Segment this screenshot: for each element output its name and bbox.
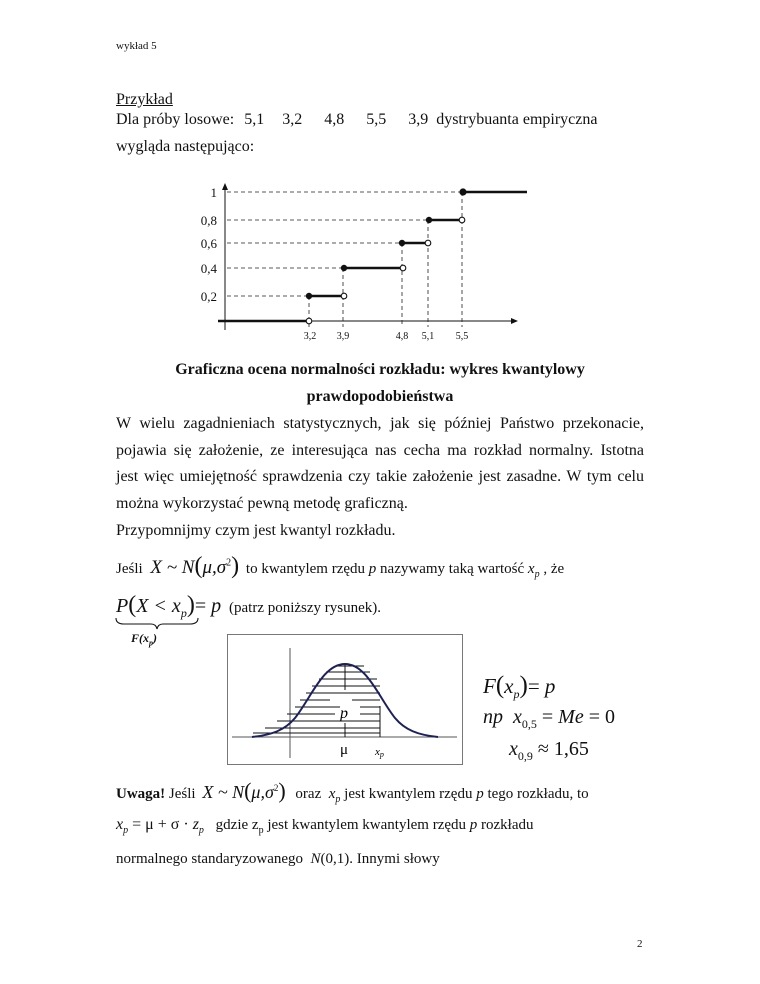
svg-text:0,6: 0,6 [200, 236, 217, 251]
paragraph-line: można wykorzystać pewną metodę graficzną. [116, 495, 408, 512]
side-formula-3: $x_{0,9} \approx 1,65$ [509, 738, 589, 763]
svg-text:4,8: 4,8 [395, 331, 409, 342]
xp-label: xp [375, 746, 384, 759]
example-line-2: wygląda następująco: [116, 138, 255, 155]
empirical-cdf-chart [0, 0, 760, 360]
cdf-steps [218, 192, 527, 321]
open-points [306, 217, 465, 324]
area-label: p [340, 705, 348, 722]
svg-text:3,2: 3,2 [303, 331, 317, 342]
recall-line: Przypomnijmy czym jest kwantyl rozkładu. [116, 522, 396, 539]
note-line-3: normalnego standaryzowanego N(0,1). Innymi słowy [116, 851, 440, 867]
normal-curve-figure [227, 634, 463, 765]
dashed-guides [227, 192, 462, 327]
mu-label: μ [340, 742, 349, 758]
note-rest: oraz $x_p$ jest kwantylem rzędu p tego rozkładu, to [295, 786, 589, 805]
definition-text: to kwantylem rzędu p nazywamy taką wartość $x_p$ , że [245, 561, 565, 580]
sample-value: 3,2 [282, 111, 303, 128]
note-if: Jeśli [168, 786, 196, 802]
definition-line [116, 553, 564, 580]
paragraph-line: W wielu zagadnieniach statystycznych, jak się później Państwo przekonacie, [116, 415, 644, 432]
side-formula-1: $F(x_p)= p$ [483, 672, 556, 702]
svg-text:0,2: 0,2 [200, 289, 217, 304]
underbrace-icon [114, 617, 200, 631]
svg-text:5,5: 5,5 [455, 331, 469, 342]
section-title-line-2: prawdopodobieństwa [306, 388, 454, 405]
svg-text:3,9: 3,9 [336, 331, 350, 342]
sample-prefix: Dla próby losowe: [116, 111, 235, 128]
probability-note: (patrz poniższy rysunek). [229, 600, 382, 616]
sample-suffix: dystrybuanta empiryczna [436, 111, 598, 128]
note-rest-2: gdzie $z_p$ jest kwantylem kwantylem rzędu p rozkładu [215, 817, 534, 836]
section-title-line-1: Graficzna ocena normalności rozkładu: wykres kwantylowy [175, 361, 585, 378]
closed-points [306, 188, 467, 299]
note-formula-2: $x_p = \mu + \sigma \cdot z_p$ [116, 816, 204, 837]
if-word: Jeśli [116, 561, 143, 577]
normal-formula: X ~ $N(\mu,\sigma^2)$ [150, 553, 240, 579]
svg-text:5,1: 5,1 [421, 331, 435, 342]
svg-text:0,4: 0,4 [200, 261, 217, 276]
sample-value: 5,1 [244, 111, 265, 128]
sample-value: 3,9 [408, 111, 429, 128]
y-tick-labels [201, 185, 218, 304]
paragraph-line: pojawia się założenie, ze interesująca nas cecha ma rozkład normalny. Istotna [116, 442, 644, 459]
note-line-1 [116, 778, 589, 805]
page-number: 2 [637, 938, 643, 950]
note-line-2 [116, 816, 534, 836]
running-header: wykład 5 [116, 40, 157, 52]
svg-text:1: 1 [210, 185, 217, 200]
x-tick-labels [304, 331, 469, 342]
sample-value: 4,8 [324, 111, 345, 128]
example-heading: Przykład [116, 91, 173, 108]
side-formula-2: np $x_{0,5} = Me = 0$ [483, 706, 615, 731]
paragraph-line: jest więc umiejętność sprawdzenia czy takie założenie jest zasadne. W tym celu [116, 468, 644, 485]
note-formula: X ~ $N(\mu,\sigma^2)$ [202, 778, 286, 803]
brace-label: $F(x_p)$ [131, 631, 157, 648]
svg-text:0,8: 0,8 [200, 213, 217, 228]
note-bold: Uwaga! [116, 786, 166, 802]
probability-formula: $P(X < x_p)= p$ [116, 592, 222, 620]
sample-value: 5,5 [366, 111, 387, 128]
